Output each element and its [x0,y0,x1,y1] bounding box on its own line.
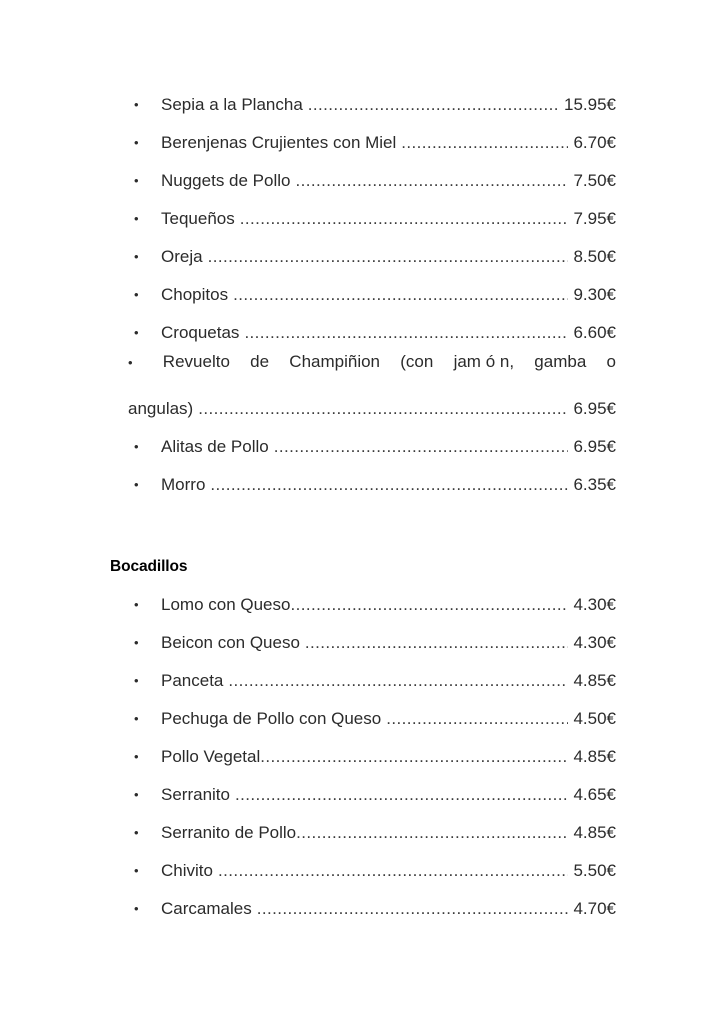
dot-leader [233,276,568,314]
menu-item-price: 6.70€ [573,133,616,152]
bullet-icon: • [134,825,139,840]
menu-item-price: 6.95€ [573,437,616,456]
dot-leader [260,738,568,776]
menu-item[interactable] [110,890,616,928]
menu-item-price: 4.85€ [573,823,616,842]
menu-item[interactable] [110,124,616,162]
bullet-icon: • [134,173,139,188]
bullet-icon: • [134,863,139,878]
dot-leader [308,86,559,124]
bullet-icon: • [134,477,139,492]
menu-item-name: Serranito [161,785,230,804]
menu-item-name: Serranito de Pollo [161,823,297,842]
menu-item-price: 7.50€ [573,171,616,190]
menu-item[interactable] [110,200,616,238]
menu-item-name: Pechuga de Pollo con Queso [161,709,382,728]
menu-item[interactable] [110,662,616,700]
menu-item[interactable] [110,162,616,200]
menu-item-name: Pollo Vegetal [161,747,261,766]
menu-item-name: Alitas de Pollo [161,437,269,456]
menu-item[interactable] [110,776,616,814]
menu-item[interactable] [110,352,616,428]
menu-item-name-continuation: angulas) [128,399,194,418]
menu-item-name: Croquetas [161,323,240,342]
menu-item-price: 4.85€ [573,671,616,690]
menu-item-name: Beicon con Queso [161,633,300,652]
menu-item[interactable] [110,314,616,352]
dot-leader [386,700,568,738]
menu-section-raciones [110,86,616,504]
menu-item[interactable] [110,814,616,852]
dot-leader [244,314,568,352]
dot-leader [208,238,569,276]
bullet-icon: • [134,901,139,916]
menu-item[interactable] [110,852,616,890]
menu-item-price: 4.30€ [573,595,616,614]
word: gamba [534,352,587,371]
menu-item-price: 6.95€ [573,399,616,418]
menu-item-name: Carcamales [161,899,252,918]
dot-leader [198,390,568,428]
word: jam ó n, [453,352,515,371]
menu-item-price: 6.35€ [573,475,616,494]
bullet-icon: • [134,287,139,302]
menu-item-price: 4.65€ [573,785,616,804]
menu-item-name: Chivito [161,861,213,880]
menu-item-price: 4.70€ [573,899,616,918]
bullet-icon: • [134,97,139,112]
menu-item-name: Sepia a la Plancha [161,95,303,114]
section-title: Bocadillos [110,558,188,575]
menu-item-price: 15.95€ [564,95,616,114]
dot-leader [290,586,568,624]
menu-item[interactable] [110,428,616,466]
menu-item-price: 4.50€ [573,709,616,728]
menu-item[interactable] [110,276,616,314]
dot-leader [296,814,568,852]
dot-leader [218,852,568,890]
dot-leader [210,466,568,504]
menu-item-name-line2 [128,390,616,428]
menu-item-name: Nuggets de Pollo [161,171,291,190]
bullet-icon: • [134,749,139,764]
menu-item[interactable] [110,586,616,624]
menu-item[interactable] [110,466,616,504]
menu-item[interactable] [110,700,616,738]
menu-item-name: Morro [161,475,206,494]
menu-item-price: 6.60€ [573,323,616,342]
menu-item[interactable] [110,738,616,776]
menu-item-price: 9.30€ [573,285,616,304]
bullet-icon: • [134,787,139,802]
dot-leader [235,776,568,814]
dot-leader [228,662,568,700]
bullet-icon: • [134,135,139,150]
menu-item-name: Panceta [161,671,224,690]
menu-item-name: Lomo con Queso [161,595,291,614]
bullet-icon: • [134,325,139,340]
word: Revuelto [162,352,230,371]
dot-leader [274,428,569,466]
menu-item-price: 4.85€ [573,747,616,766]
dot-leader [257,890,569,928]
menu-item-list [110,586,616,928]
menu-item-price: 7.95€ [573,209,616,228]
menu-content [110,86,616,928]
word: Champiñion [289,352,381,371]
menu-item-price: 5.50€ [573,861,616,880]
menu-item[interactable] [110,624,616,662]
menu-item[interactable] [110,238,616,276]
menu-item-name-line1 [128,352,616,390]
menu-item-price: 8.50€ [573,247,616,266]
menu-item-name: Oreja [161,247,203,266]
bullet-icon: • [128,355,133,370]
bullet-icon: • [134,439,139,454]
menu-item-name: Chopitos [161,285,229,304]
bullet-icon: • [134,211,139,226]
menu-section-bocadillos [110,548,616,928]
bullet-icon: • [134,249,139,264]
word: de [250,352,270,371]
bullet-icon: • [134,635,139,650]
menu-item-name: Berenjenas Crujientes con Miel [161,133,397,152]
dot-leader [295,162,568,200]
menu-item[interactable] [110,86,616,124]
dot-leader [305,624,569,662]
bullet-icon: • [134,673,139,688]
word: o [606,352,616,371]
menu-item-name: Tequeños [161,209,235,228]
dot-leader [240,200,569,238]
menu-item-list [110,86,616,504]
word: (con [400,352,434,371]
bullet-icon: • [134,711,139,726]
bullet-icon: • [134,597,139,612]
dot-leader [401,124,568,162]
menu-item-price: 4.30€ [573,633,616,652]
